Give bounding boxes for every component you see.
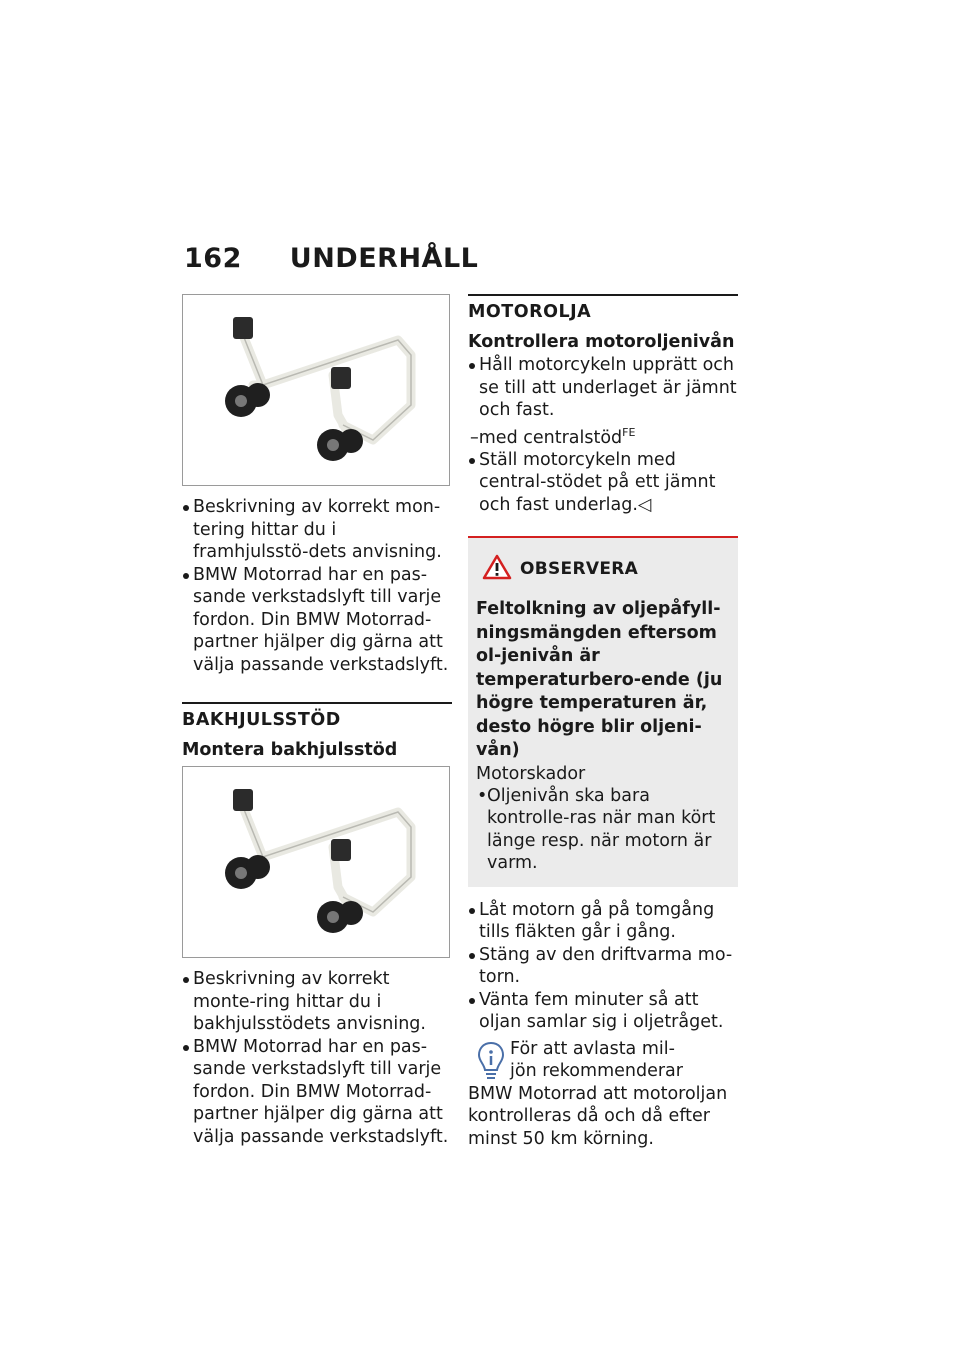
notice-title: OBSERVERA — [520, 559, 639, 580]
tip-rest: BMW Motorrad att motoroljan kontrolleras då och då efter minst 50 km körning. — [468, 1083, 728, 1149]
chapter-title: UNDERHÅLL — [289, 243, 479, 274]
section-title-engine-oil: MOTOROLJA — [468, 302, 592, 322]
list-item: Beskrivning av korrekt mon-tering hittar du i framhjulsstö-dets anvisning. — [182, 496, 452, 564]
list-item: Låt motorn gå på tomgång tills fläkten går i gång. — [468, 899, 738, 944]
subtitle-mount-rear-stand: Montera bakhjulsstöd — [182, 740, 398, 760]
oil-check-steps-3 — [468, 899, 738, 1034]
notice-consequence: Motorskador — [476, 763, 586, 784]
section-title-rear-stand: BAKHJULSSTÖD — [182, 710, 341, 730]
environment-tip — [468, 1038, 738, 1151]
list-item: Håll motorcykeln upprätt och se till att underlaget är jämnt och fast. — [468, 354, 738, 422]
notice-header — [482, 554, 730, 584]
condition-text: –med centralstöd — [470, 427, 623, 448]
list-item: Beskrivning av korrekt monte-ring hittar du i bakhjulsstödets anvisning. — [182, 968, 452, 1036]
list-item: BMW Motorrad har en pas-sande verkstadslyft till varje fordon. Din BMW Motorrad-partner hjälper dig gärna att välja passande verkstadslyft. — [182, 564, 452, 677]
page-header — [184, 243, 478, 274]
section-divider — [182, 702, 452, 704]
tip-line-1: För att avlasta mil- — [510, 1038, 675, 1059]
front-stand-instructions — [182, 496, 452, 676]
list-item: Stäng av den driftvarma mo-torn. — [468, 944, 738, 989]
list-item: • Oljenivån ska bara kontrolle-ras när man kört länge resp. när motorn är varm. — [476, 785, 730, 875]
front-stand-illustration — [182, 294, 450, 486]
left-column — [182, 294, 452, 1148]
list-item: Vänta fem minuter så att oljan samlar sig i oljetråget. — [468, 989, 738, 1034]
list-item: Ställ motorcykeln med central-stödet på ett jämnt och fast underlag.◁ — [468, 449, 738, 517]
rear-stand-instructions — [182, 968, 452, 1148]
notice-measures — [476, 785, 730, 875]
notice-hazard: Feltolkning av oljepåfyll-ningsmängden eftersom ol-jenivån är temperaturbero-ende (ju högre temperaturen är, desto högre blir oljeni-vån) — [476, 599, 723, 761]
section-divider — [468, 294, 738, 296]
oil-check-steps — [468, 354, 738, 422]
oil-check-steps-2 — [468, 449, 738, 517]
subtitle-check-oil-level: Kontrollera motoroljenivån — [468, 332, 735, 352]
rear-stand-illustration — [182, 766, 450, 958]
right-column — [468, 294, 738, 1150]
warning-triangle-icon — [482, 554, 512, 584]
condition-center-stand — [468, 422, 738, 449]
info-icon — [476, 1040, 506, 1087]
tip-line-2: jön rekommenderar — [510, 1061, 683, 1082]
page-number: 162 — [184, 243, 242, 274]
warning-notice — [468, 536, 738, 887]
list-item: BMW Motorrad har en pas-sande verkstadslyft till varje fordon. Din BMW Motorrad-partner hjälper dig gärna att välja passande verkstadslyft. — [182, 1036, 452, 1149]
feature-marker: FE — [622, 425, 636, 439]
